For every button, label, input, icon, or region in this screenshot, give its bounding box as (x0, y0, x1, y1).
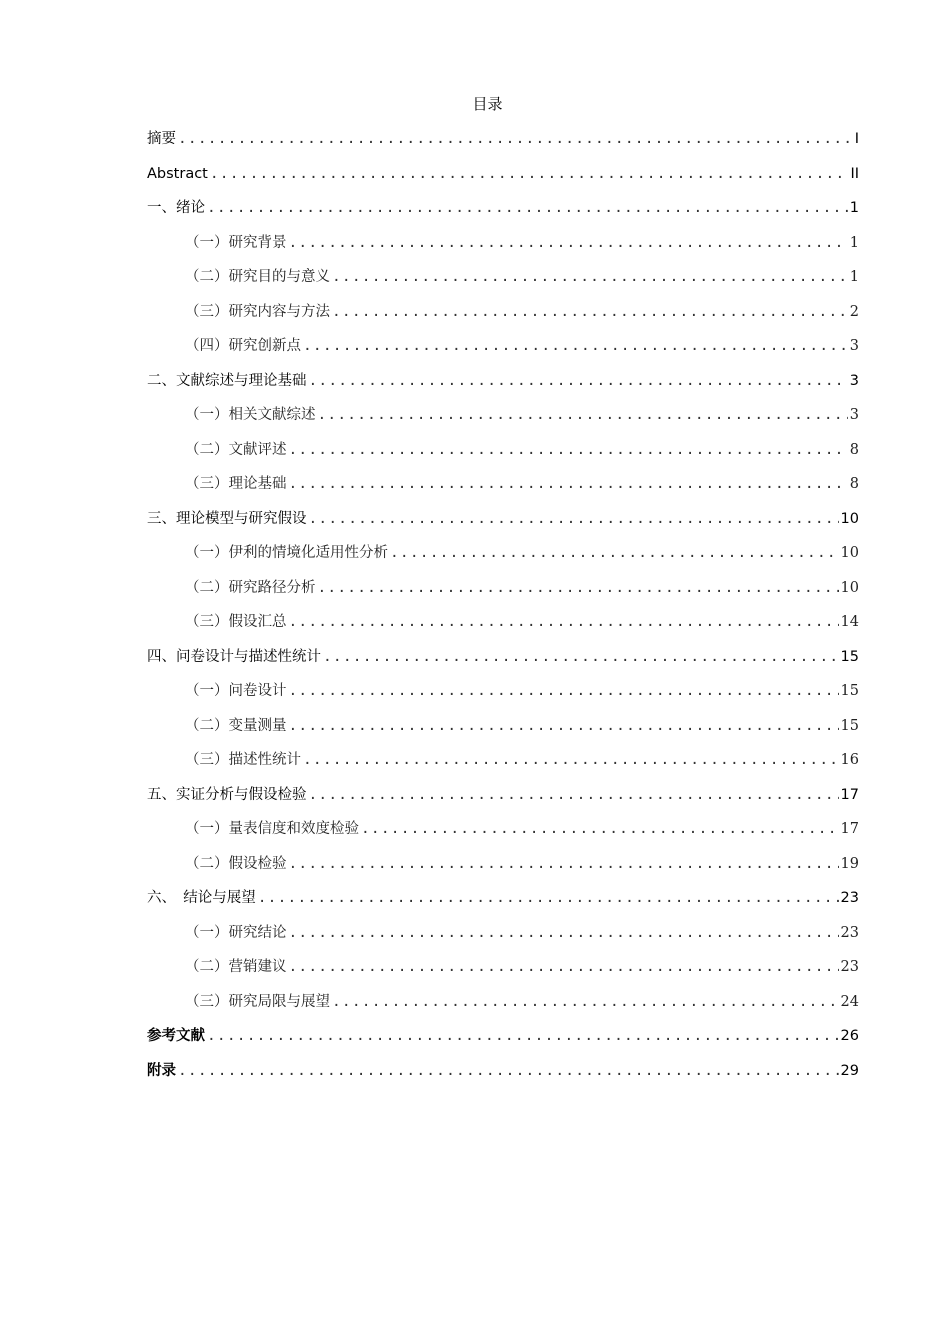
dot-leader (210, 162, 849, 186)
toc-entry-label: （一）研究背景 (185, 234, 287, 251)
toc-page-number: 15 (840, 683, 859, 699)
dot-leader (289, 231, 848, 255)
toc-page-number: 1 (849, 234, 859, 251)
toc-page-number: 17 (840, 786, 859, 803)
toc-page-number: 1 (849, 200, 859, 216)
toc-page-number: 15 (840, 648, 859, 665)
toc-entry[interactable] (147, 748, 859, 783)
dot-leader (289, 438, 848, 462)
toc-entry[interactable] (147, 817, 859, 852)
dot-leader (178, 127, 853, 151)
toc-page-number: 29 (840, 1062, 859, 1079)
dot-leader (309, 369, 848, 393)
toc-entry[interactable] (147, 921, 859, 956)
toc-entry-label: 四、问卷设计与描述性统计 (147, 648, 321, 665)
dot-leader (318, 403, 848, 427)
toc-page-number: 10 (840, 545, 859, 561)
toc-entry[interactable] (147, 369, 859, 404)
toc-entry[interactable] (147, 127, 859, 162)
dot-leader (323, 645, 839, 669)
dot-leader (303, 748, 839, 772)
toc-entry-label: （一）相关文献综述 (185, 407, 316, 423)
toc-entry-label: 二、文献综述与理论基础 (147, 372, 307, 389)
toc-page-number: 3 (849, 407, 859, 423)
toc-entry[interactable] (147, 265, 859, 300)
toc-entry-label: （三）描述性统计 (185, 752, 301, 768)
dot-leader (309, 507, 839, 531)
toc-entry-label: 参考文献 (147, 1028, 205, 1044)
toc-page-number: 23 (840, 959, 859, 975)
toc-page-number: 2 (849, 303, 859, 320)
dot-leader (332, 990, 839, 1014)
toc-entry[interactable] (147, 300, 859, 335)
toc-entry[interactable] (147, 576, 859, 611)
toc-entry[interactable] (147, 231, 859, 266)
toc-entry-label: （一）问卷设计 (185, 683, 287, 699)
toc-page-number: 16 (840, 752, 859, 768)
toc-entry-label: 五、实证分析与假设检验 (147, 786, 307, 803)
toc-entry[interactable] (147, 162, 859, 197)
toc-entry-label: （一）量表信度和效度检验 (185, 821, 359, 837)
dot-leader (207, 196, 848, 220)
toc-entry[interactable] (147, 886, 859, 921)
toc-entry-label: （三）研究内容与方法 (185, 303, 330, 320)
dot-leader (258, 886, 839, 910)
toc-entry-label: Abstract (147, 165, 208, 182)
toc-entry-label: （二）变量测量 (185, 717, 287, 734)
dot-leader (178, 1059, 839, 1083)
toc-entry-label: （二）研究路径分析 (185, 579, 316, 596)
dot-leader (289, 714, 839, 738)
toc-entry-label: （三）理论基础 (185, 476, 287, 492)
dot-leader (289, 679, 839, 703)
toc-entry-label: （三）假设汇总 (185, 614, 287, 630)
dot-leader (303, 334, 848, 358)
toc-entry[interactable] (147, 679, 859, 714)
toc-entry[interactable] (147, 438, 859, 473)
dot-leader (289, 852, 839, 876)
dot-leader (289, 955, 839, 979)
toc-page-number: II (850, 165, 859, 182)
toc-page-number: 26 (840, 1028, 859, 1044)
toc-entry-label: （二）营销建议 (185, 959, 287, 975)
dot-leader (289, 610, 839, 634)
toc-entry-label: （二）文献评述 (185, 441, 287, 458)
toc-entry-label: 摘要 (147, 131, 176, 147)
dot-leader (361, 817, 839, 841)
toc-entry[interactable] (147, 507, 859, 542)
toc-page-number: 14 (840, 614, 859, 630)
page-title: 目录 (472, 95, 503, 113)
toc-entry[interactable] (147, 645, 859, 680)
toc-entry-label: （四）研究创新点 (185, 338, 301, 354)
toc-entry[interactable] (147, 541, 859, 576)
toc-page-number: 8 (849, 441, 859, 458)
toc-entry-label: （一）伊利的情境化适用性分析 (185, 545, 388, 561)
toc-page-number: 19 (840, 855, 859, 872)
dot-leader (390, 541, 839, 565)
toc-entry-label: （二）研究目的与意义 (185, 269, 330, 285)
toc-page-number: 23 (840, 890, 859, 906)
toc-entry[interactable] (147, 196, 859, 231)
toc-entry-label: 六、 结论与展望 (147, 890, 256, 906)
toc-entry[interactable] (147, 472, 859, 507)
toc-entry[interactable] (147, 1024, 859, 1059)
toc-entry-label: 一、绪论 (147, 200, 205, 216)
toc-entry-label: （一）研究结论 (185, 924, 287, 941)
dot-leader (289, 921, 839, 945)
dot-leader (207, 1024, 839, 1048)
toc-page-number: 10 (840, 510, 859, 527)
toc-page-number: 3 (849, 372, 859, 389)
toc-entry-label: 附录 (147, 1062, 176, 1079)
dot-leader (332, 265, 848, 289)
toc-entry-label: （二）假设检验 (185, 855, 287, 872)
toc-entry[interactable] (147, 852, 859, 887)
toc-page-number: I (854, 131, 859, 147)
dot-leader (318, 576, 839, 600)
toc-entry[interactable] (147, 990, 859, 1025)
toc-entry-label: （三）研究局限与展望 (185, 993, 330, 1010)
toc-page-number: 15 (840, 717, 859, 734)
toc-page-number: 1 (849, 269, 859, 285)
toc-page-number: 17 (840, 821, 859, 837)
toc-entry[interactable] (147, 403, 859, 438)
toc-page-number: 10 (840, 579, 859, 596)
toc-entry[interactable] (147, 334, 859, 369)
toc-entry[interactable] (147, 610, 859, 645)
toc-page-number: 3 (849, 338, 859, 354)
toc-entry[interactable] (147, 714, 859, 749)
dot-leader (309, 783, 839, 807)
table-of-contents (147, 127, 859, 1093)
toc-entry[interactable] (147, 783, 859, 818)
dot-leader (332, 300, 848, 324)
toc-entry[interactable] (147, 1059, 859, 1094)
toc-entry-label: 三、理论模型与研究假设 (147, 510, 307, 527)
dot-leader (289, 472, 848, 496)
toc-page-number: 8 (849, 476, 859, 492)
toc-page-number: 23 (840, 924, 859, 941)
toc-entry[interactable] (147, 955, 859, 990)
toc-page-number: 24 (840, 993, 859, 1010)
